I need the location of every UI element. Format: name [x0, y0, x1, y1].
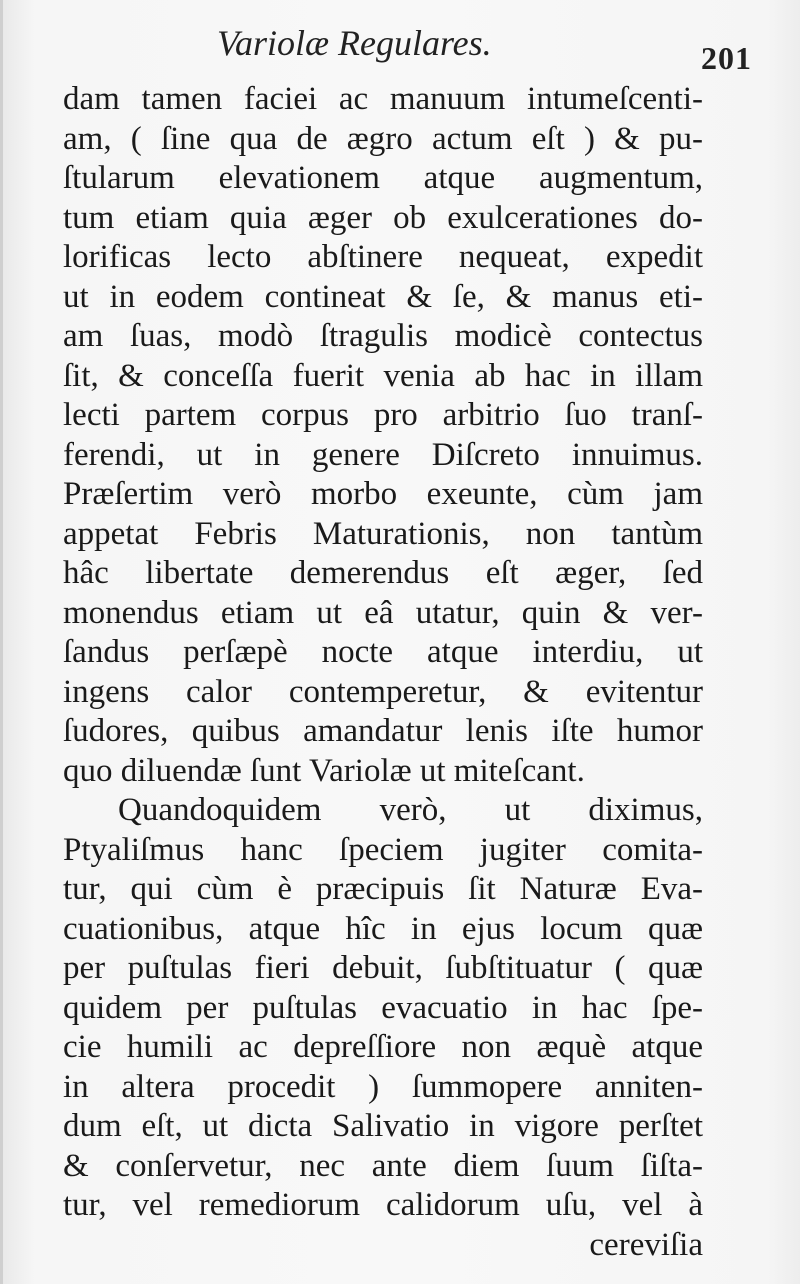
- text-line: tum etiam quia æger ob exulcerationes do-: [63, 199, 703, 236]
- text-line: quidem per puſtulas evacuatio in hac ſpe-: [63, 989, 703, 1026]
- page-number: 201: [701, 40, 752, 76]
- text-line: dum eſt, ut dicta Salivatio in vigore perſtet: [63, 1108, 703, 1144]
- text-line: am ſuas, modò ſtragulis modicè contectus: [63, 318, 703, 354]
- text-line: Præſertim verò morbo exeunte, cùm jam: [63, 476, 703, 512]
- text-line: am, ( ſine qua de ægro actum eſt ) & pu-: [63, 120, 703, 157]
- text-line: tur, vel remediorum calidorum uſu, vel à: [63, 1187, 703, 1223]
- body-text: [63, 80, 703, 1265]
- running-title: Variolæ Regulares.: [217, 23, 492, 63]
- text-line: tur, qui cùm è præcipuis ſit Naturæ Eva-: [63, 871, 703, 907]
- text-line: dam tamen faciei ac manuum intumeſcenti-: [63, 81, 703, 117]
- text-line: ſandus perſæpè nocte atque interdiu, ut: [63, 634, 703, 670]
- text-line: ſit, & conceſſa fuerit venia ab hac in illam: [63, 357, 703, 394]
- text-line: monendus etiam ut eâ utatur, quin & ver-: [63, 594, 703, 631]
- text-line: & conſervetur, nec ante diem ſuum ſiſta-: [63, 1147, 703, 1184]
- text-line: Ptyaliſmus hanc ſpeciem jugiter comita-: [63, 831, 703, 868]
- text-line: in altera procedit ) ſummopere anniten-: [63, 1068, 703, 1105]
- text-line: appetat Febris Maturationis, non tantùm: [63, 515, 703, 552]
- text-line: ſudores, quibus amandatur lenis iſte humor: [63, 713, 703, 749]
- text-line: Quandoquidem verò, ut diximus,: [118, 792, 703, 828]
- text-line: ſtularum elevationem atque augmentum,: [63, 160, 703, 196]
- text-line: ut in eodem contineat & ſe, & manus eti-: [63, 278, 703, 315]
- text-line: ferendi, ut in genere Diſcreto innuimus.: [63, 436, 703, 473]
- catchword: cereviſia: [589, 1226, 703, 1263]
- text-line: lecti partem corpus pro arbitrio ſuo tranſ-: [63, 397, 703, 433]
- text-line: ingens calor contemperetur, & evitentur: [63, 673, 703, 710]
- text-line: hâc libertate demerendus eſt æger, ſed: [63, 555, 703, 591]
- text-line: quo diluendæ ſunt Variolæ ut miteſcant.: [63, 752, 585, 789]
- text-line: cie humili ac depreſſiore non æquè atque: [63, 1029, 703, 1065]
- text-line: cuationibus, atque hîc in ejus locum quæ: [63, 910, 703, 947]
- text-line: per puſtulas fieri debuit, ſubſtituatur ( quæ: [63, 950, 703, 986]
- text-line: lorificas lecto abſtinere nequeat, expedit: [63, 239, 703, 275]
